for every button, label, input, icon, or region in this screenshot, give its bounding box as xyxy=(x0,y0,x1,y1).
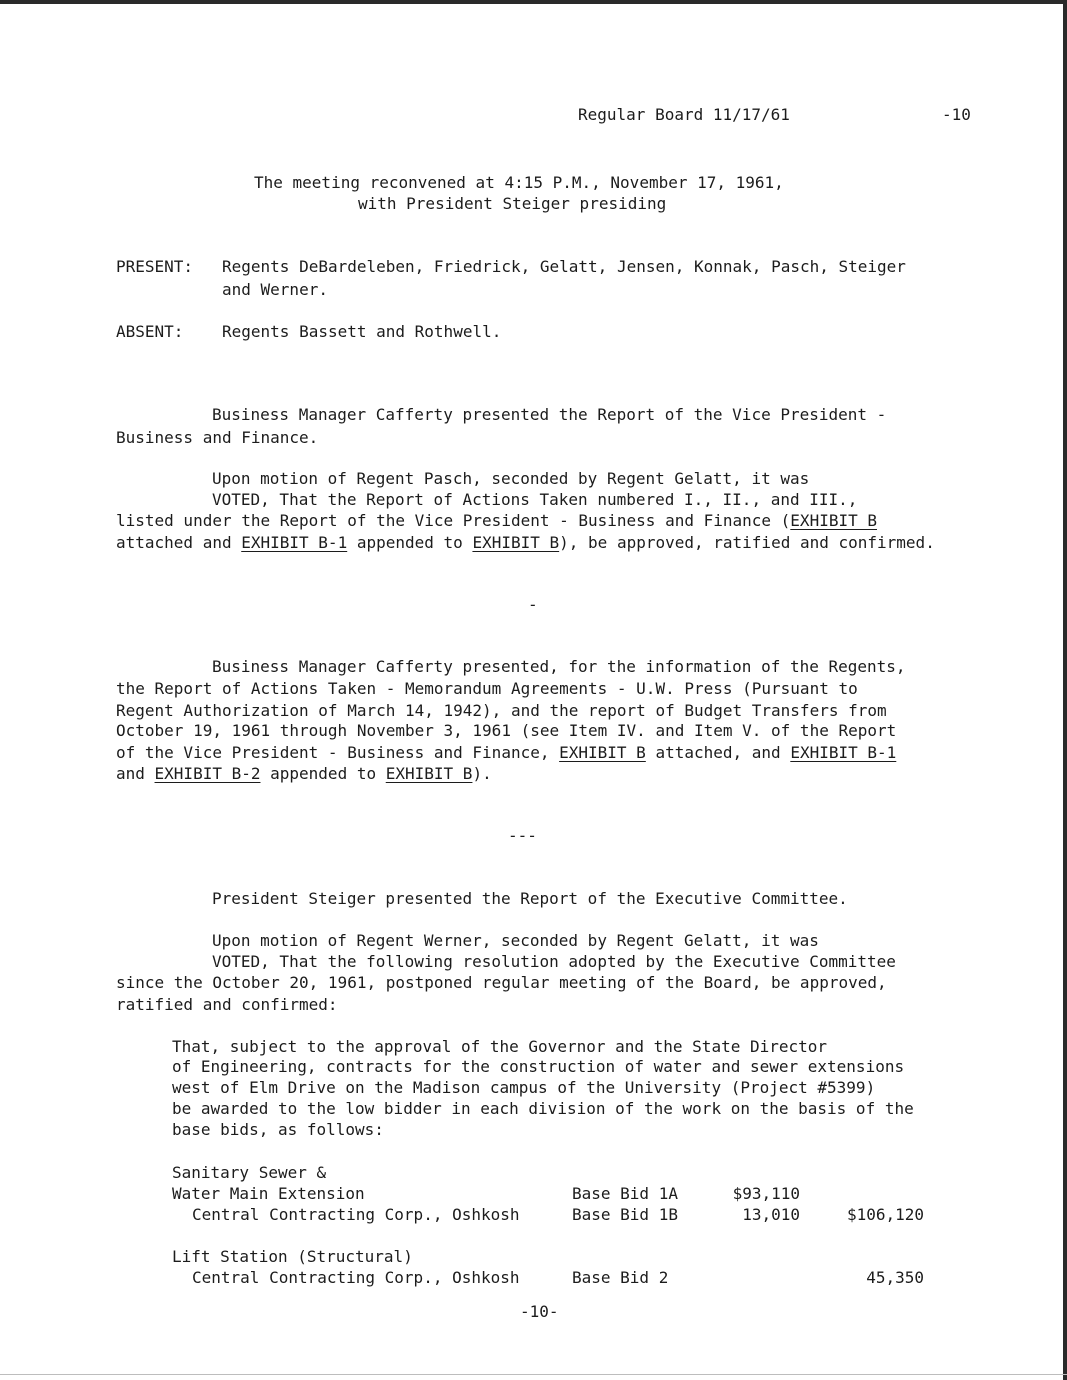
section3-line-5 xyxy=(116,742,896,763)
exhibit-b-ref: EXHIBIT B xyxy=(559,743,646,762)
present-line-1: Regents DeBardeleben, Friedrick, Gelatt, Jensen, Konnak, Pasch, Steiger xyxy=(222,257,906,276)
intro-line-1: The meeting reconvened at 4:15 P.M., November 17, 1961, xyxy=(254,173,784,192)
bid-group-2-contractor: Central Contracting Corp., Oshkosh xyxy=(192,1268,520,1287)
section2-line-3 xyxy=(116,510,877,531)
section3-line-6-text-c: ). xyxy=(472,764,492,783)
absent-label: ABSENT: xyxy=(116,322,184,341)
bid-1a-amount: $93,110 xyxy=(732,1184,800,1203)
page-edge-right xyxy=(1063,0,1067,1380)
section2-line-4 xyxy=(116,532,935,553)
exhibit-b-ref: EXHIBIT B xyxy=(385,764,473,783)
resolution-line-3: west of Elm Drive on the Madison campus of the University (Project #5399) xyxy=(172,1078,876,1097)
bid-1b-amount: 13,010 xyxy=(742,1205,800,1224)
bid-group-1-contractor: Central Contracting Corp., Oshkosh xyxy=(192,1205,520,1224)
section3-line-5-text-a: of the Vice President - Business and Finance, xyxy=(116,743,560,762)
section2-line-4-text-a: attached and xyxy=(116,533,242,552)
resolution-line-1: That, subject to the approval of the Governor and the State Director xyxy=(172,1037,828,1056)
section2-line-3-text: listed under the Report of the Vice President - Business and Finance ( xyxy=(116,511,791,530)
resolution-line-5: base bids, as follows: xyxy=(172,1120,384,1139)
section3-line-6 xyxy=(116,763,492,784)
present-label: PRESENT: xyxy=(116,257,194,276)
bid-group-2-total: 45,350 xyxy=(866,1268,924,1287)
bid-1a-label: Base Bid 1A xyxy=(572,1184,678,1203)
bid-group-1-title-2: Water Main Extension xyxy=(172,1184,365,1203)
section2-line-1: Upon motion of Regent Pasch, seconded by Regent Gelatt, it was xyxy=(212,469,810,488)
bid-group-1-total: $106,120 xyxy=(846,1205,924,1224)
separator-1: - xyxy=(528,595,538,614)
section3-line-6-text-a: and xyxy=(116,764,155,783)
section3-line-4: October 19, 1961 through November 3, 1961 (see Item IV. and Item V. of the Report xyxy=(116,721,897,740)
section3-line-6-text-b: appended to xyxy=(260,764,386,783)
section1-line-1: Business Manager Cafferty presented the Report of the Vice President - xyxy=(212,405,887,424)
present-line-2: and Werner. xyxy=(222,280,328,299)
section5-line-2: VOTED, That the following resolution adopted by the Executive Committee xyxy=(212,952,896,971)
section3-line-1: Business Manager Cafferty presented, for the information of the Regents, xyxy=(212,657,906,676)
section3-line-3: Regent Authorization of March 14, 1942), and the report of Budget Transfers from xyxy=(116,701,887,720)
section2-line-2: VOTED, That the Report of Actions Taken numbered I., II., and III., xyxy=(212,490,858,509)
section3-line-5-text-b: attached, and xyxy=(645,743,791,762)
bid-1b-label: Base Bid 1B xyxy=(572,1205,678,1224)
page-edge-top xyxy=(0,0,1067,4)
resolution-line-2: of Engineering, contracts for the construction of water and sewer extensions xyxy=(172,1057,905,1076)
section2-line-4-text-b: appended to xyxy=(347,533,473,552)
exhibit-b-ref: EXHIBIT B xyxy=(790,511,877,530)
bid-group-1-title-1: Sanitary Sewer & xyxy=(172,1163,327,1182)
section5-line-3: since the October 20, 1961, postponed regular meeting of the Board, be approved, xyxy=(116,973,887,992)
bid-2-label: Base Bid 2 xyxy=(572,1268,669,1287)
separator-2: --- xyxy=(508,826,537,845)
bid-group-2-title: Lift Station (Structural) xyxy=(172,1247,413,1266)
section1-line-2: Business and Finance. xyxy=(116,428,319,447)
absent-text: Regents Bassett and Rothwell. xyxy=(222,322,502,341)
bottom-rule xyxy=(0,1374,1067,1375)
section2-line-4-text-c: ), be approved, ratified and confirmed. xyxy=(559,533,935,552)
intro-line-2: with President Steiger presiding xyxy=(358,194,667,213)
exhibit-b-ref: EXHIBIT B xyxy=(472,533,560,552)
section5-line-4: ratified and confirmed: xyxy=(116,995,338,1014)
section5-line-1: Upon motion of Regent Werner, seconded by Regent Gelatt, it was xyxy=(212,931,819,950)
resolution-line-4: be awarded to the low bidder in each division of the work on the basis of the xyxy=(172,1099,914,1118)
exhibit-b1-ref: EXHIBIT B-1 xyxy=(790,743,897,762)
header-page-tag: -10 xyxy=(942,105,971,124)
exhibit-b2-ref: EXHIBIT B-2 xyxy=(154,764,261,783)
exhibit-b1-ref: EXHIBIT B-1 xyxy=(241,533,348,552)
footer-page-number: -10- xyxy=(520,1302,559,1321)
header-title: Regular Board 11/17/61 xyxy=(578,105,790,124)
section3-line-2: the Report of Actions Taken - Memorandum Agreements - U.W. Press (Pursuant to xyxy=(116,679,858,698)
section4-line-1: President Steiger presented the Report of the Executive Committee. xyxy=(212,889,848,908)
